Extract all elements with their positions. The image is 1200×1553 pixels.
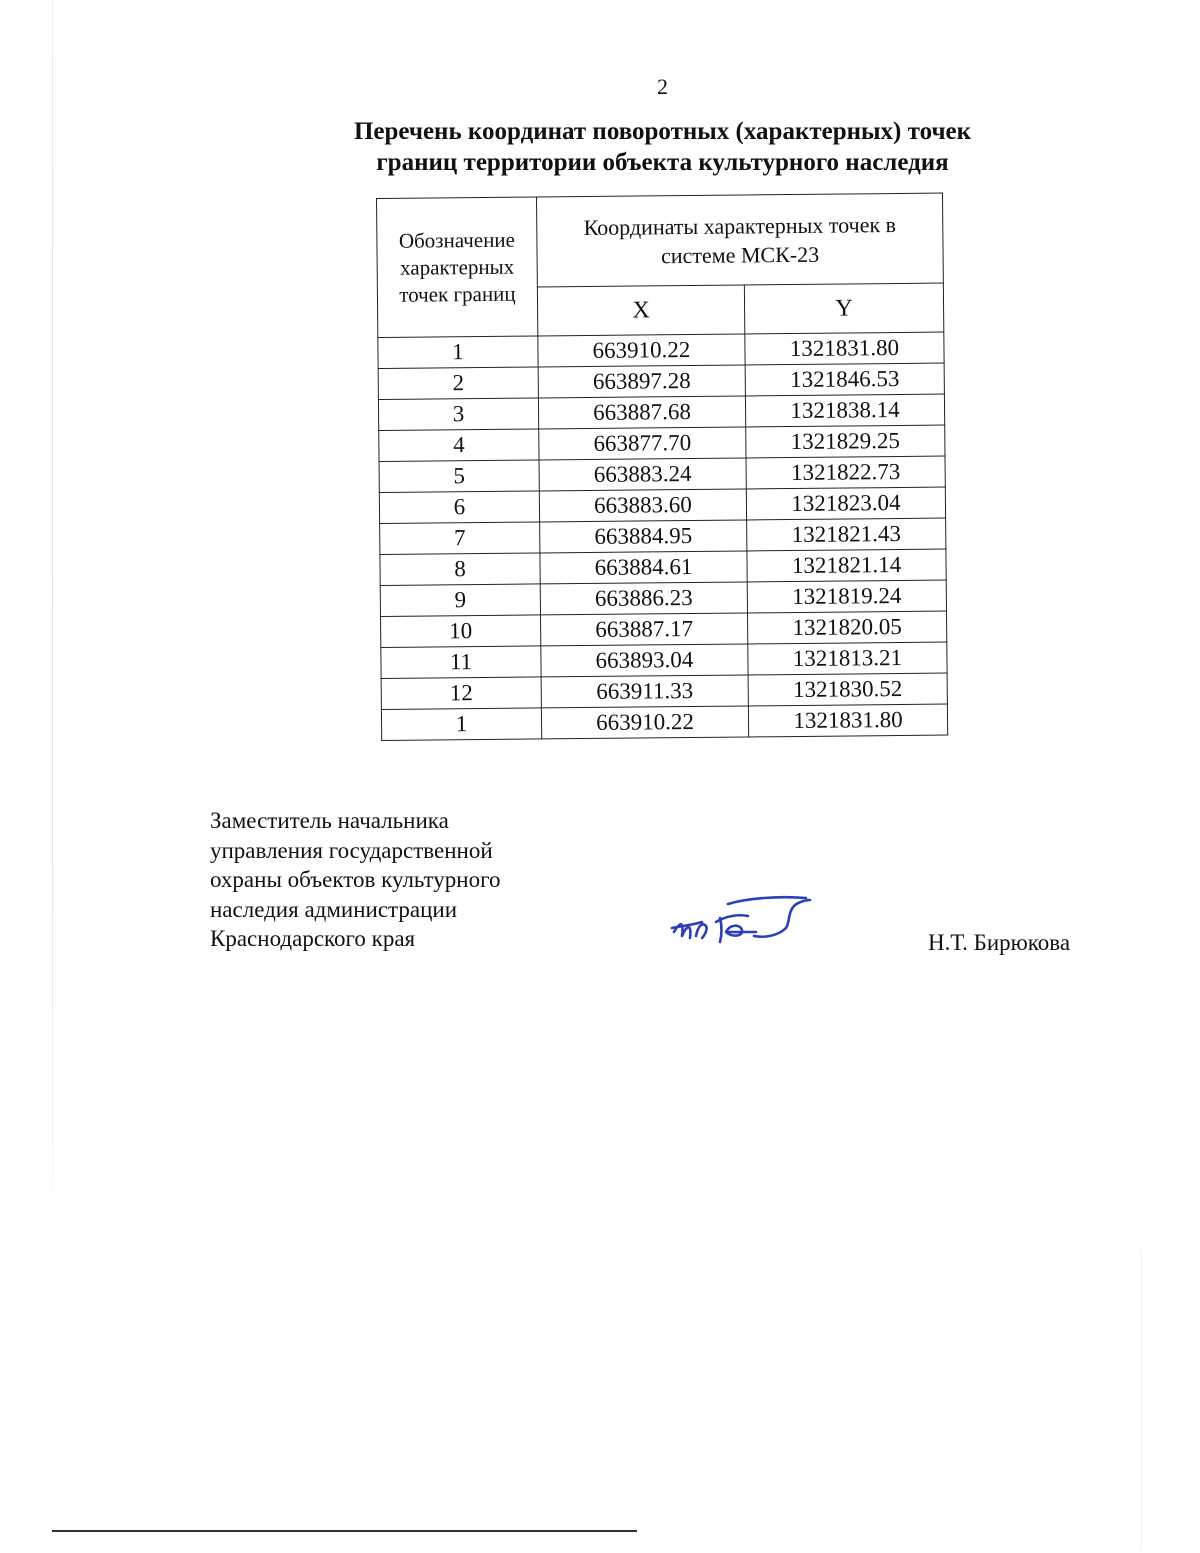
cell-y: 1321822.73: [746, 456, 945, 489]
cell-x: 663883.60: [539, 489, 746, 522]
cell-y: 1321829.25: [746, 425, 945, 458]
cell-point: 1: [378, 336, 538, 369]
cell-y: 1321813.21: [748, 642, 947, 675]
table-row: [380, 580, 946, 616]
header-text: системе МСК-23: [660, 241, 820, 268]
cell-point: 5: [379, 460, 539, 493]
header-y: Y: [744, 283, 943, 334]
scan-edge-shadow: [52, 0, 53, 1190]
header-text: точек границ: [399, 281, 516, 307]
cell-point: 2: [378, 367, 538, 400]
table-row: [378, 363, 944, 399]
table-row: [379, 425, 945, 461]
cell-y: 1321823.04: [746, 487, 945, 520]
table-row: [380, 549, 946, 585]
cell-x: 663887.17: [541, 613, 748, 646]
header-text: характерных: [399, 254, 515, 280]
cell-point: 9: [380, 584, 540, 617]
cell-x: 663911.33: [541, 675, 748, 708]
cell-point: 12: [381, 677, 541, 710]
cell-y: 1321838.14: [745, 394, 944, 427]
signatory-position-line: Заместитель начальника: [210, 808, 449, 833]
cell-y: 1321831.80: [745, 332, 944, 365]
document-title: [300, 116, 1025, 178]
cell-x: 663887.68: [538, 396, 745, 429]
table-row: [379, 487, 945, 523]
cell-y: 1321821.43: [747, 518, 946, 551]
header-text: Координаты характерных точек в: [583, 211, 897, 240]
signatory-position-line: Краснодарского края: [210, 926, 416, 951]
document-title-line: границ территории объекта культурного наследия: [376, 149, 949, 176]
handwritten-signature: [668, 892, 813, 952]
signatory-name: Н.Т. Бирюкова: [928, 930, 1071, 955]
table-row: [381, 673, 947, 709]
cell-point: 3: [378, 398, 538, 431]
cell-x: 663893.04: [541, 644, 748, 677]
cell-point: 1: [381, 708, 541, 741]
cell-point: 8: [380, 553, 540, 586]
cell-x: 663884.61: [540, 551, 747, 584]
cell-x: 663883.24: [539, 458, 746, 491]
cell-point: 7: [380, 522, 540, 555]
cell-x: 663884.95: [540, 520, 747, 553]
scan-edge-shadow: [1141, 1250, 1142, 1550]
cell-x: 663910.22: [538, 334, 745, 367]
cell-x: 663910.22: [541, 706, 748, 739]
cell-y: 1321830.52: [748, 673, 947, 706]
cell-x: 663886.23: [540, 582, 747, 615]
table-row: [381, 642, 947, 678]
bottom-divider: [52, 1530, 637, 1532]
document-title-line: Перечень координат поворотных (характерных) точек: [353, 118, 972, 145]
cell-y: 1321846.53: [745, 363, 944, 396]
table-row: [378, 332, 944, 368]
table-row: [378, 394, 944, 430]
table-row: [381, 611, 947, 647]
header-text: Обозначение: [398, 227, 516, 253]
header-point-designation: [377, 197, 538, 338]
cell-x: 663897.28: [538, 365, 745, 398]
signatory-position-line: наследия администрации: [210, 896, 458, 922]
cell-y: 1321820.05: [748, 611, 947, 644]
cell-x: 663877.70: [539, 427, 746, 460]
cell-point: 10: [381, 615, 541, 648]
table-row: [380, 518, 946, 554]
header-x: X: [537, 285, 744, 336]
table-row: [381, 704, 947, 740]
page-number: 2: [657, 74, 668, 99]
cell-y: 1321819.24: [747, 580, 946, 613]
signatory-position-line: управления государственной: [210, 837, 493, 863]
coordinates-table-body: [378, 332, 948, 740]
coordinates-table: [376, 193, 948, 741]
header-coordinate-system: [536, 193, 943, 287]
table-row: [379, 456, 945, 492]
signatory-position: [210, 806, 500, 954]
cell-point: 4: [379, 429, 539, 462]
signatory-position-line: охраны объектов культурного: [210, 867, 501, 892]
cell-point: 6: [379, 491, 539, 524]
cell-y: 1321831.80: [748, 704, 947, 737]
cell-point: 11: [381, 646, 541, 679]
cell-y: 1321821.14: [747, 549, 946, 582]
